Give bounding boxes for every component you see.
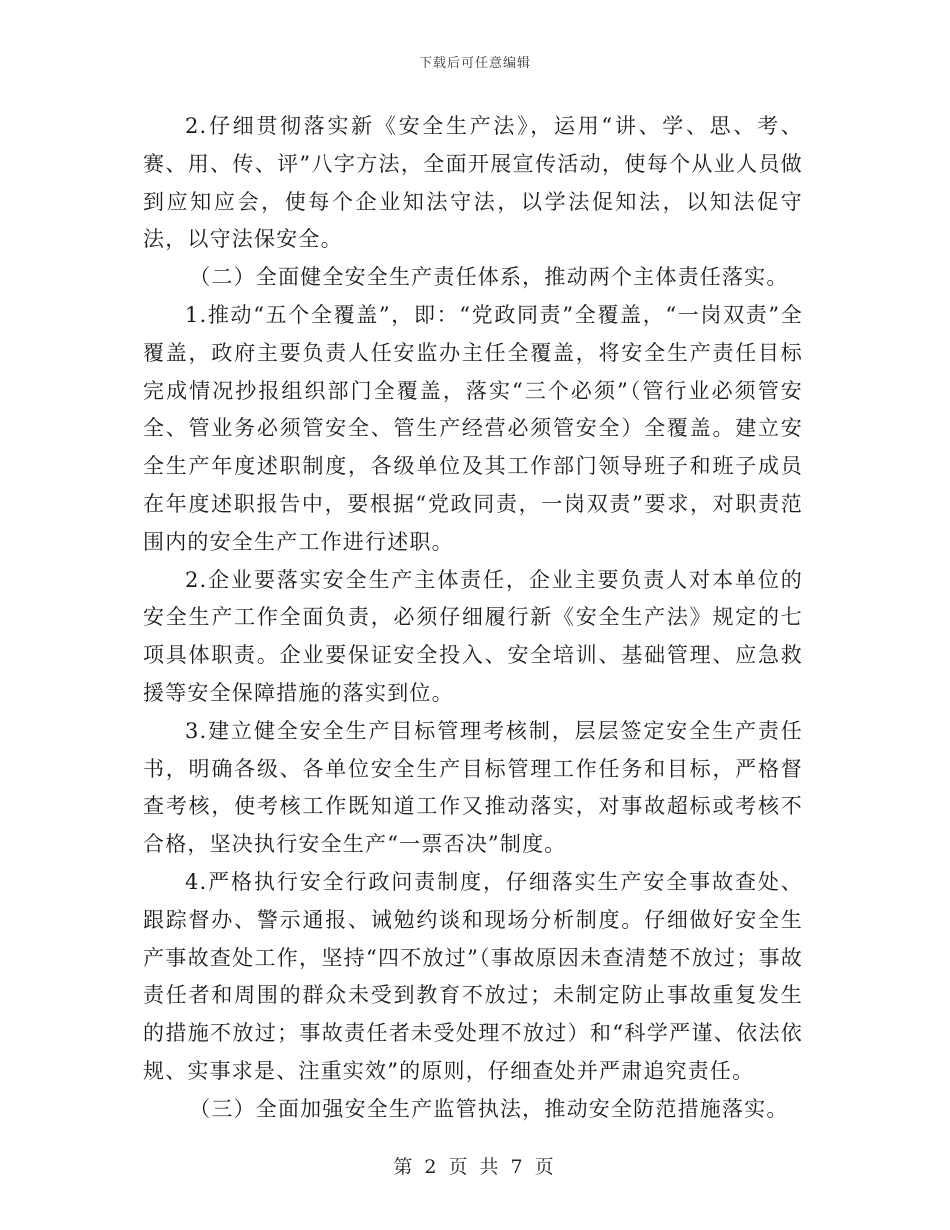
section-heading-2: （二）全面健全安全生产责任体系，推动两个主体责任落实。 bbox=[189, 265, 789, 290]
page-number: 第 2 页 共 7 页 bbox=[393, 1156, 557, 1178]
paragraph-target-assessment: 3.建立健全安全生产目标管理考核制，层层签定安全生产责任书，明确各级、各单位安全生产目标管理工作任务和目标，严格督查考核，使考核工作既知道工作又推动落实，对事故超标或考核不合格，坚决执行安全生产“一票否决”制度。 bbox=[143, 718, 803, 857]
section-heading-3: （三）全面加强安全生产监管执法，推动安全防范措施落实。 bbox=[189, 1096, 789, 1121]
paragraph-accountability: 4.严格执行安全行政问责制度，仔细落实生产安全事故查处、跟踪督办、警示通报、诫勉约谈和现场分析制度。仔细做好安全生产事故查处工作，坚持“四不放过”（事故原因未查清楚不放过；事故责任者和周围的群众未受到教育不放过；未制定防止事故重复发生的措施不放过；事故责任者未受处理不放过）和“科学严谨、依法依规、实事求是、注重实效”的原则，仔细查处并严肃追究责任。 bbox=[143, 869, 803, 1083]
paragraph-enterprise-responsibility: 2.企业要落实安全生产主体责任，企业主要负责人对本单位的安全生产工作全面负责，必须仔细履行新《安全生产法》规定的七项具体职责。企业要保证安全投入、安全培训、基础管理、应急救援等安全保障措施的落实到位。 bbox=[143, 567, 803, 705]
paragraph-five-coverages: 1.推动“五个全覆盖”，即：“党政同责”全覆盖，“一岗双责”全覆盖，政府主要负责人任安监办主任全覆盖，将安全生产责任目标完成情况抄报组织部门全覆盖，落实“三个必须”（管行业必须管安全、管业务必须管安全、管生产经营必须管安全）全覆盖。建立安全生产年度述职制度，各级单位及其工作部门领导班子和班子成员在年度述职报告中，要根据“党政同责，一岗双责”要求，对职责范围内的安全生产工作进行述职。 bbox=[143, 302, 803, 554]
paragraph-law-publicity: 2.仔细贯彻落实新《安全生产法》，运用“讲、学、思、考、赛、用、传、评”八字方法，全面开展宣传活动，使每个从业人员做到应知应会，使每个企业知法守法，以学法促知法，以知法促守法，以守法保安全。 bbox=[143, 114, 803, 252]
page-header: 下载后可任意编辑 bbox=[418, 56, 531, 71]
document-body bbox=[143, 108, 803, 1129]
